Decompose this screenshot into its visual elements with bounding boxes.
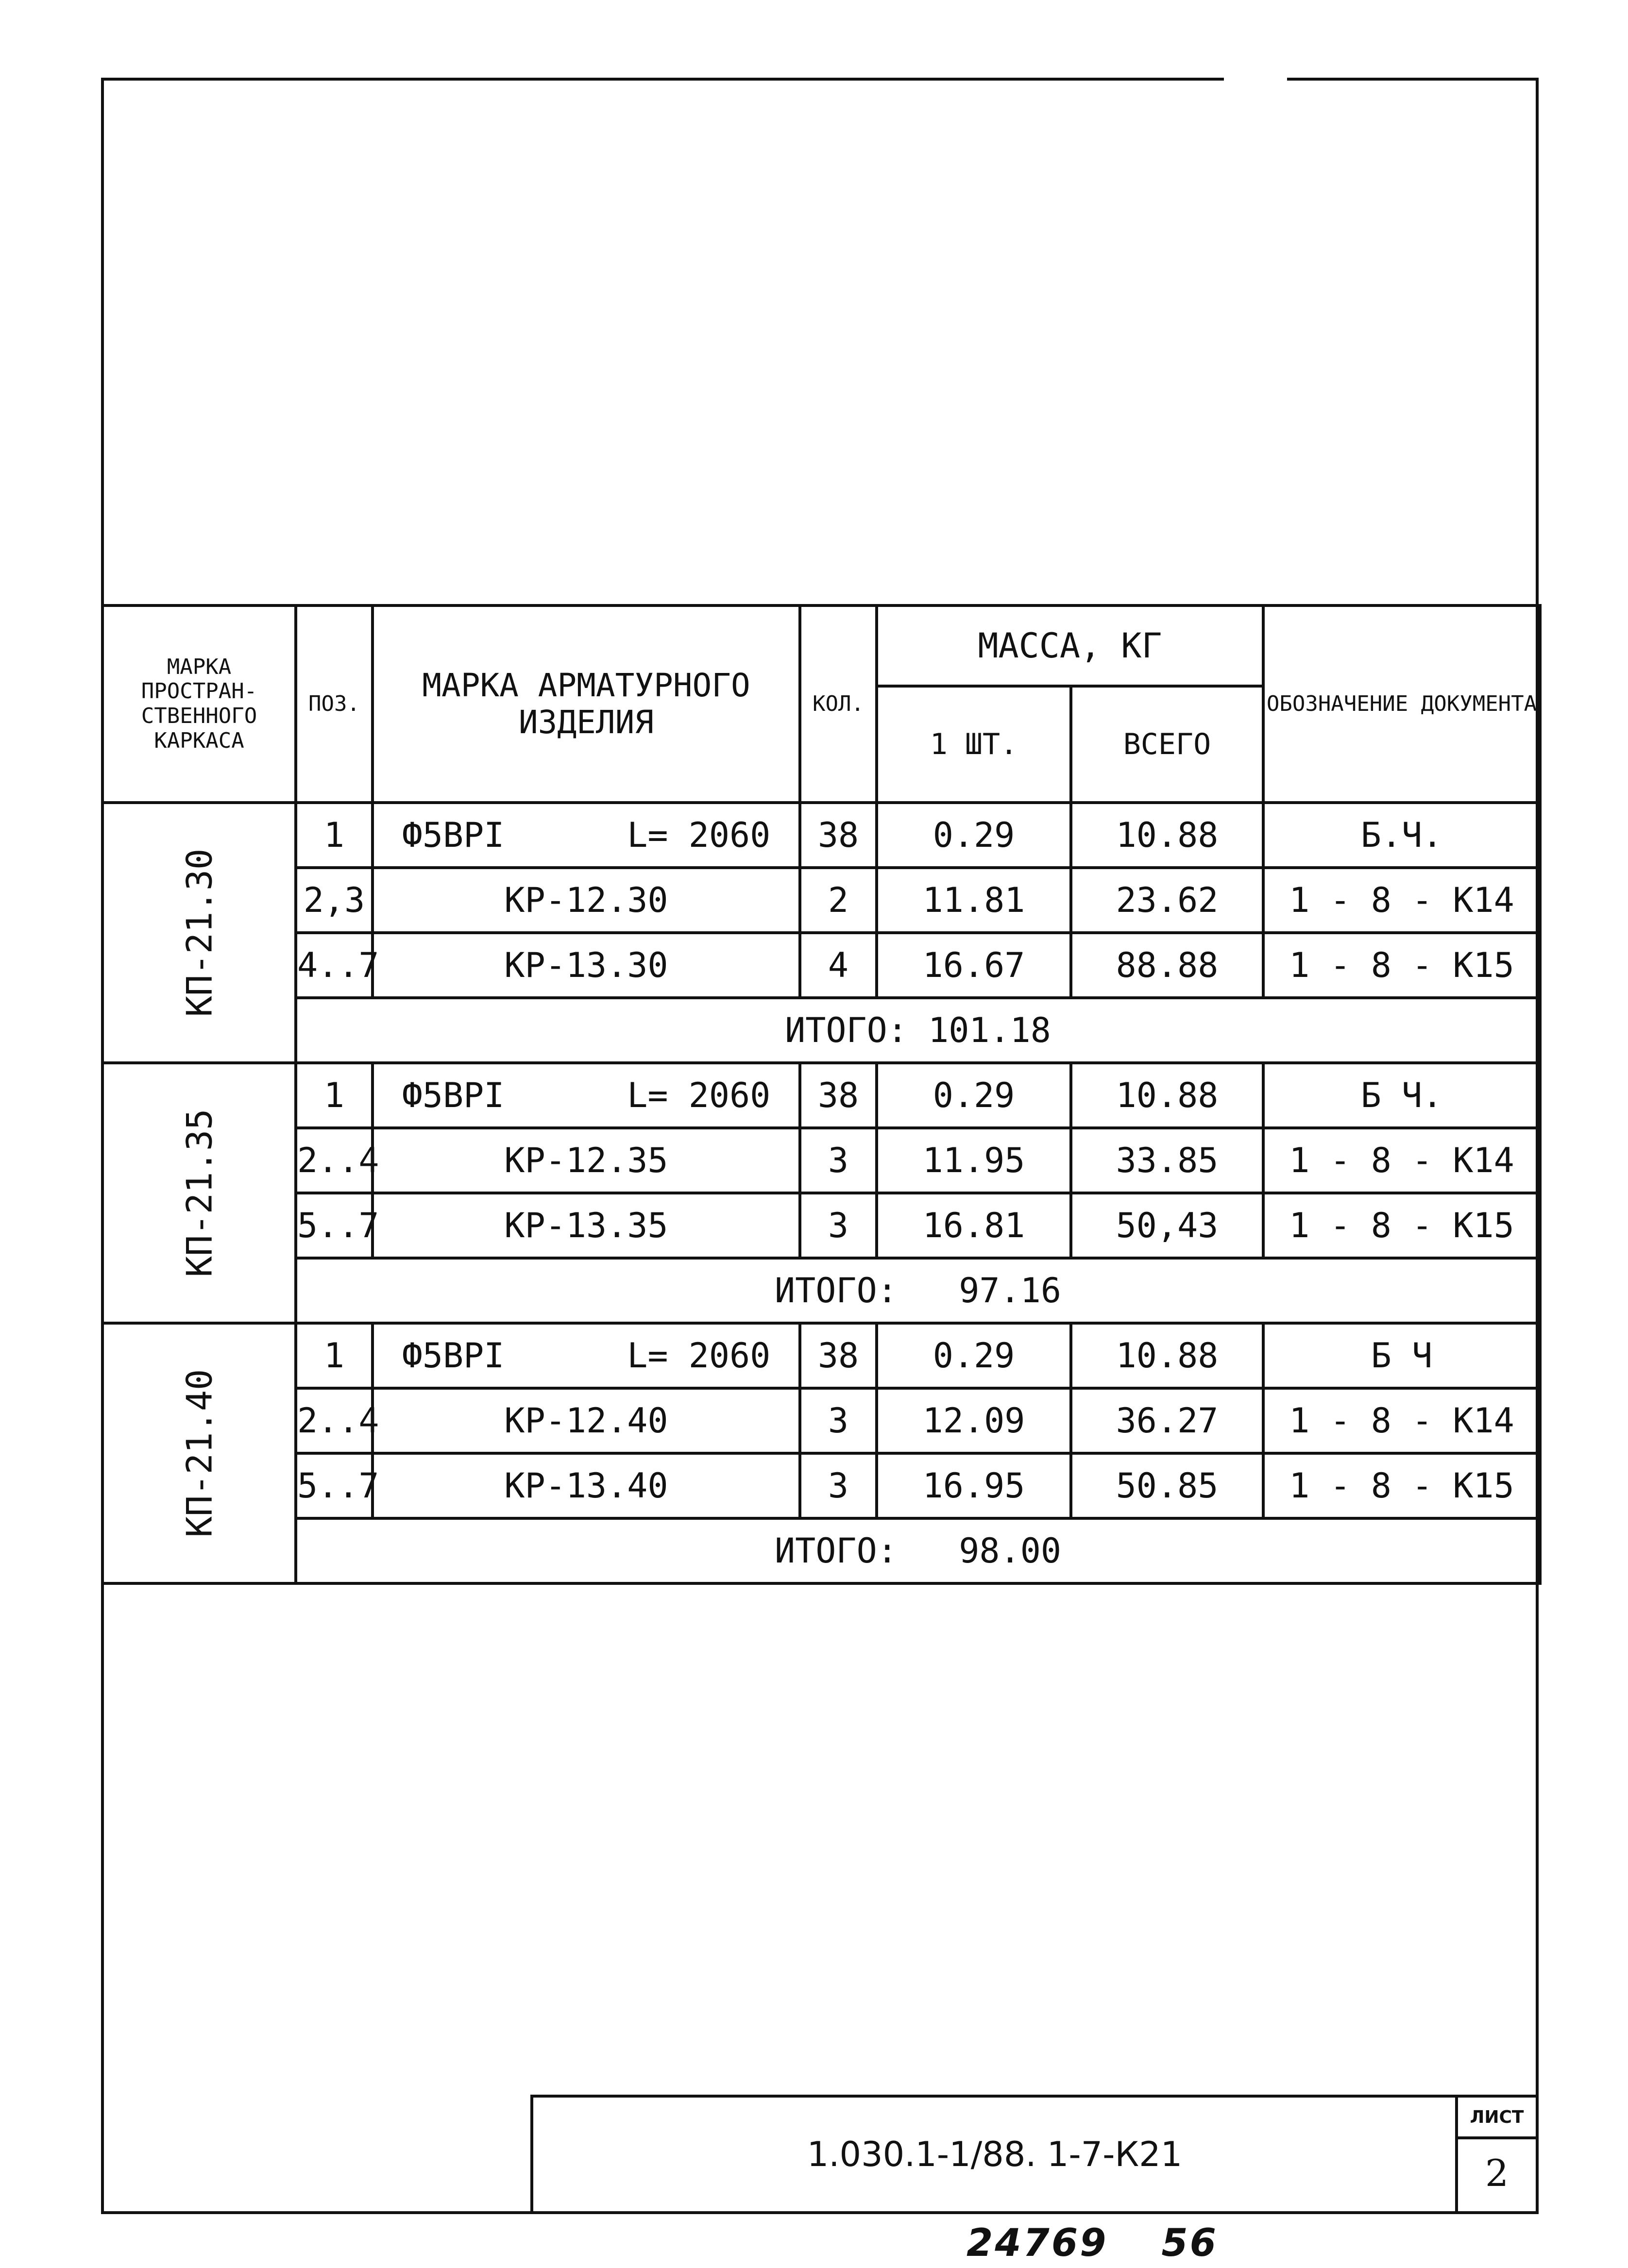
- pos-cell: 1: [296, 803, 373, 868]
- unit-mass-cell: 0.29: [877, 1323, 1071, 1388]
- mark-cell: Ф5ВРI L= 2060: [373, 1063, 800, 1128]
- table-row: [102, 803, 1540, 868]
- doc-cell: 1 - 8 - К15: [1263, 1193, 1540, 1258]
- total-row: [102, 998, 1540, 1063]
- unit-mass-cell: 16.67: [877, 933, 1071, 998]
- qty-cell: 3: [800, 1128, 877, 1193]
- pos-cell: 1: [296, 1063, 373, 1128]
- total-mass-cell: 36.27: [1071, 1388, 1263, 1453]
- frame-mark: КП-21.35: [179, 1109, 220, 1277]
- mark-cell: КР-12.40: [373, 1388, 800, 1453]
- doc-cell: 1 - 8 - К14: [1263, 868, 1540, 933]
- total-mass-cell: 10.88: [1071, 1063, 1263, 1128]
- doc-cell: Б Ч.: [1263, 1063, 1540, 1128]
- qty-cell: 3: [800, 1193, 877, 1258]
- handwritten-number: 56: [1161, 2221, 1218, 2265]
- total-mass-cell: 50.85: [1071, 1453, 1263, 1518]
- handwritten-note: [967, 2221, 1218, 2265]
- frame-mark-cell: [102, 1063, 296, 1323]
- pos-cell: 2,3: [296, 868, 373, 933]
- header-mass-unit: 1 ШТ.: [877, 686, 1071, 803]
- table-row: [102, 933, 1540, 998]
- group-total: ИТОГО: 101.18: [296, 998, 1540, 1063]
- qty-cell: 4: [800, 933, 877, 998]
- total-row: [102, 1518, 1540, 1583]
- table-row: [102, 1323, 1540, 1388]
- doc-cell: 1 - 8 - К14: [1263, 1388, 1540, 1453]
- frame-mark-cell: [102, 1323, 296, 1583]
- document-code: 1.030.1-1/88. 1-7-К21: [807, 2134, 1183, 2174]
- total-row: [102, 1258, 1540, 1323]
- table-row: [102, 868, 1540, 933]
- mark-cell: КР-12.30: [373, 868, 800, 933]
- unit-mass-cell: 11.81: [877, 868, 1071, 933]
- pos-cell: 5..7: [296, 1453, 373, 1518]
- sheet-number: 2: [1485, 2151, 1509, 2195]
- table-row: [102, 1453, 1540, 1518]
- total-mass-cell: 88.88: [1071, 933, 1263, 998]
- unit-mass-cell: 16.81: [877, 1193, 1071, 1258]
- mark-cell: КР-13.40: [373, 1453, 800, 1518]
- unit-mass-cell: 0.29: [877, 803, 1071, 868]
- table-row: [102, 1388, 1540, 1453]
- title-block: [530, 2095, 1539, 2214]
- pos-cell: 1: [296, 1323, 373, 1388]
- handwritten-number: 24769: [967, 2221, 1108, 2265]
- frame-mark: КП-21.40: [179, 1369, 220, 1538]
- doc-cell: Б Ч: [1263, 1323, 1540, 1388]
- header-frame-mark: МАРКА ПРОСТРАН-СТВЕННОГО КАРКАСА: [102, 605, 296, 803]
- pos-cell: 4..7: [296, 933, 373, 998]
- qty-cell: 3: [800, 1453, 877, 1518]
- frame-mark: КП-21.30: [179, 848, 220, 1017]
- unit-mass-cell: 16.95: [877, 1453, 1071, 1518]
- doc-cell: 1 - 8 - К15: [1263, 933, 1540, 998]
- total-mass-cell: 10.88: [1071, 803, 1263, 868]
- sheet-label: ЛИСТ: [1458, 2098, 1536, 2139]
- doc-cell: 1 - 8 - К14: [1263, 1128, 1540, 1193]
- qty-cell: 2: [800, 868, 877, 933]
- group-total: ИТОГО: 97.16: [296, 1258, 1540, 1323]
- header-pos: ПОЗ.: [296, 605, 373, 803]
- pos-cell: 2..4: [296, 1128, 373, 1193]
- mark-cell: Ф5ВРI L= 2060: [373, 803, 800, 868]
- total-mass-cell: 23.62: [1071, 868, 1263, 933]
- header-qty: КОЛ.: [800, 605, 877, 803]
- doc-cell: 1 - 8 - К15: [1263, 1453, 1540, 1518]
- mark-cell: КР-13.35: [373, 1193, 800, 1258]
- unit-mass-cell: 0.29: [877, 1063, 1071, 1128]
- frame-gap: [1224, 72, 1287, 84]
- total-mass-cell: 10.88: [1071, 1323, 1263, 1388]
- qty-cell: 38: [800, 1063, 877, 1128]
- doc-cell: Б.Ч.: [1263, 803, 1540, 868]
- qty-cell: 3: [800, 1388, 877, 1453]
- pos-cell: 2..4: [296, 1388, 373, 1453]
- total-mass-cell: 50,43: [1071, 1193, 1263, 1258]
- table-row: [102, 1128, 1540, 1193]
- table-row: [102, 1063, 1540, 1128]
- unit-mass-cell: 12.09: [877, 1388, 1071, 1453]
- header-mass: МАССА, КГ: [877, 605, 1263, 686]
- total-mass-cell: 33.85: [1071, 1128, 1263, 1193]
- pos-cell: 5..7: [296, 1193, 373, 1258]
- mark-cell: КР-13.30: [373, 933, 800, 998]
- mark-cell: КР-12.35: [373, 1128, 800, 1193]
- specification-table: [101, 604, 1542, 1585]
- unit-mass-cell: 11.95: [877, 1128, 1071, 1193]
- header-document: ОБОЗНАЧЕНИЕ ДОКУМЕНТА: [1263, 605, 1540, 803]
- qty-cell: 38: [800, 803, 877, 868]
- header-product-mark: МАРКА АРМАТУРНОГО ИЗДЕЛИЯ: [373, 605, 800, 803]
- table-row: [102, 1193, 1540, 1258]
- qty-cell: 38: [800, 1323, 877, 1388]
- group-total: ИТОГО: 98.00: [296, 1518, 1540, 1583]
- header-mass-total: ВСЕГО: [1071, 686, 1263, 803]
- frame-mark-cell: [102, 803, 296, 1063]
- mark-cell: Ф5ВРI L= 2060: [373, 1323, 800, 1388]
- sheet-box: [1455, 2098, 1536, 2211]
